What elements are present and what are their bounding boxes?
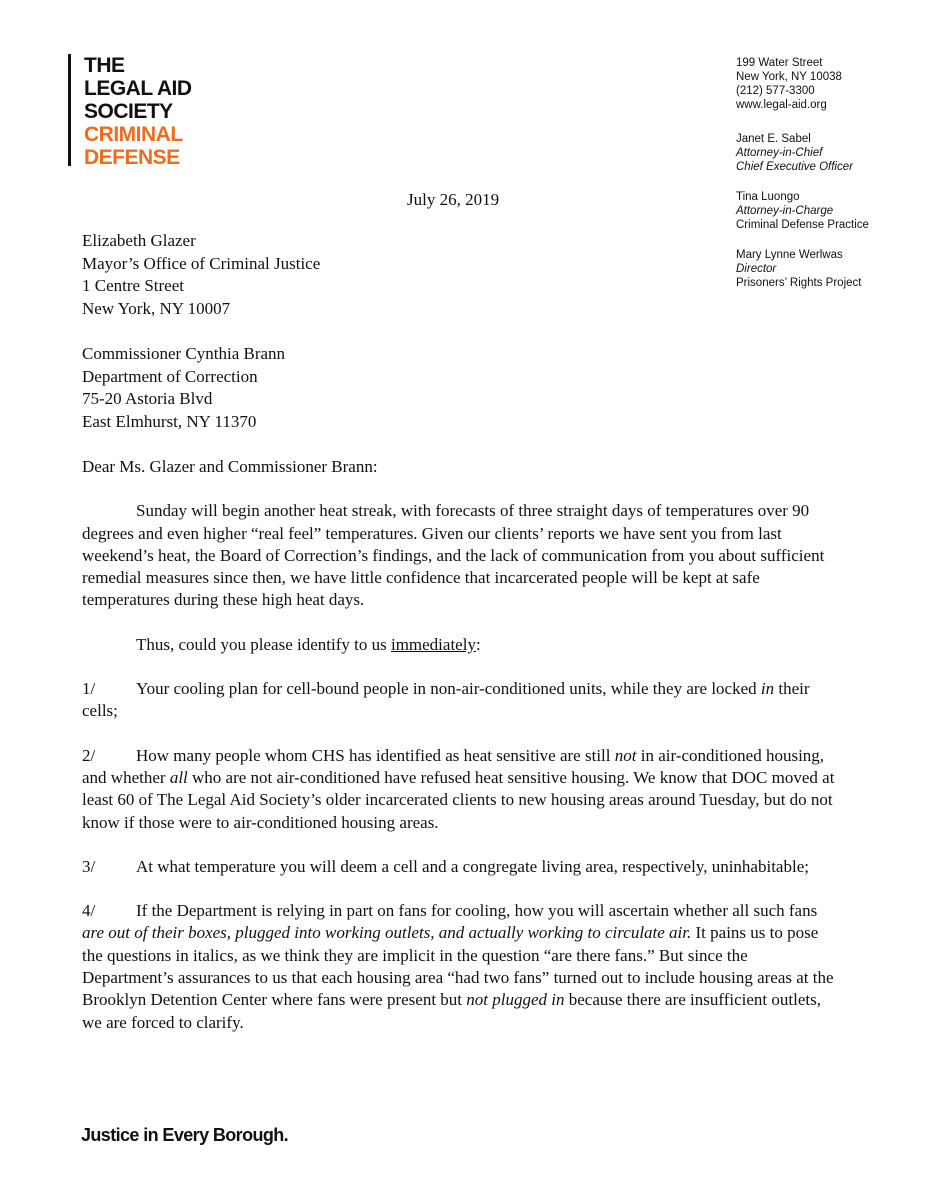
- address-line: Mayor’s Office of Criminal Justice: [82, 253, 321, 273]
- letter-date: July 26, 2019: [407, 190, 500, 209]
- phone-number: (212) 577-3300: [736, 85, 815, 97]
- legal-aid-logo: [68, 54, 228, 169]
- address-line: East Elmhurst, NY 11370: [82, 411, 257, 431]
- item-number: 4/: [82, 901, 96, 921]
- logo-line-criminal: CRIMINAL: [84, 123, 183, 146]
- recipient-glazer-address: [82, 230, 320, 320]
- staff-luongo: [736, 190, 921, 232]
- footer-tagline: Justice in Every Borough.: [81, 1125, 289, 1145]
- staff-werlwas: [736, 248, 921, 290]
- address-line: 1 Centre Street: [82, 276, 184, 295]
- item-3-temperature: 3/ At what temperature you will deem a cell and a congregate living area, respectively, uninhabitable;: [82, 856, 842, 878]
- staff-title: Attorney-in-Charge: [736, 205, 834, 217]
- website-link[interactable]: www.legal-aid.org: [736, 99, 827, 111]
- item-number: 1/: [82, 679, 96, 699]
- paragraph-heat-streak: Sunday will begin another heat streak, with forecasts of three straight days of temperatures over 90 degrees and even higher “real feel” temperatures. Given our clients’ reports we have sent you from last weekend’s heat, the Board of Correction’s findings, and the lack of communication from you about sufficient remedial measures since then, we have little confidence that incarcerated people will be kept at safe temperatures during these high heat days.: [82, 501, 825, 610]
- staff-name: Mary Lynne Werlwas: [736, 249, 843, 261]
- staff-title: Director: [736, 263, 777, 275]
- logo-line-defense: DEFENSE: [84, 146, 180, 169]
- letterhead-contact: [736, 56, 921, 290]
- staff-title: Criminal Defense Practice: [736, 219, 869, 231]
- logo-line-legal-aid: LEGAL AID: [84, 77, 192, 100]
- address-line: Commissioner Cynthia Brann: [82, 344, 286, 363]
- item-1-cooling-plan: 1/ Your cooling plan for cell-bound people in non-air-conditioned units, while they are locked in their cells;: [82, 679, 810, 721]
- emphasis-immediately: immediately: [390, 634, 476, 654]
- staff-title: Prisoners’ Rights Project: [736, 277, 862, 289]
- staff-name: Janet E. Sabel: [736, 133, 811, 145]
- staff-sabel: [736, 132, 921, 174]
- logo-line-society: SOCIETY: [84, 100, 173, 123]
- logo-line-the: THE: [84, 54, 125, 77]
- recipient-brann-address: [82, 343, 285, 433]
- address-line: Elizabeth Glazer: [82, 231, 196, 250]
- staff-name: Tina Luongo: [736, 191, 800, 203]
- item-4-fans: 4/ If the Department is relying in part on fans for cooling, how you will ascertain whether all such fans are out of their boxes, plugged into working outlets, and actually working to circulate air. It pains us to pose the questions in italics, as we think they are implicit in the question “are there fans.” But since the Department’s assurances to us that each housing area “had two fans” turned out to include housing areas at the Brooklyn Detention Center where fans were present but not plugged in because there are insufficient outlets, we are forced to clarify.: [82, 901, 834, 1032]
- item-2-heat-sensitive: 2/ How many people whom CHS has identified as heat sensitive are still not in air-conditioned housing, and whether all who are not air-conditioned have refused heat sensitive housing. We know that DOC moved at least 60 of The Legal Aid Society’s older incarcerated clients to new housing areas around Tuesday, but do not know if those were to air-conditioned housing areas.: [82, 745, 835, 832]
- address-line: New York, NY 10007: [82, 298, 231, 318]
- salutation: Dear Ms. Glazer and Commissioner Brann:: [82, 457, 378, 476]
- office-address: [736, 56, 921, 112]
- item-number: 3/: [82, 856, 96, 876]
- letter-body: [82, 456, 842, 1034]
- staff-title: Attorney-in-Chief: [736, 147, 823, 159]
- staff-title: Chief Executive Officer: [736, 161, 853, 173]
- address-line: Department of Correction: [82, 366, 258, 386]
- paragraph-request: Thus, could you please identify to us immediately:: [136, 634, 481, 654]
- address-line: 75-20 Astoria Blvd: [82, 389, 213, 408]
- street-address: 199 Water Street: [736, 57, 823, 69]
- item-number: 2/: [82, 745, 96, 765]
- city-state-zip: New York, NY 10038: [736, 71, 842, 83]
